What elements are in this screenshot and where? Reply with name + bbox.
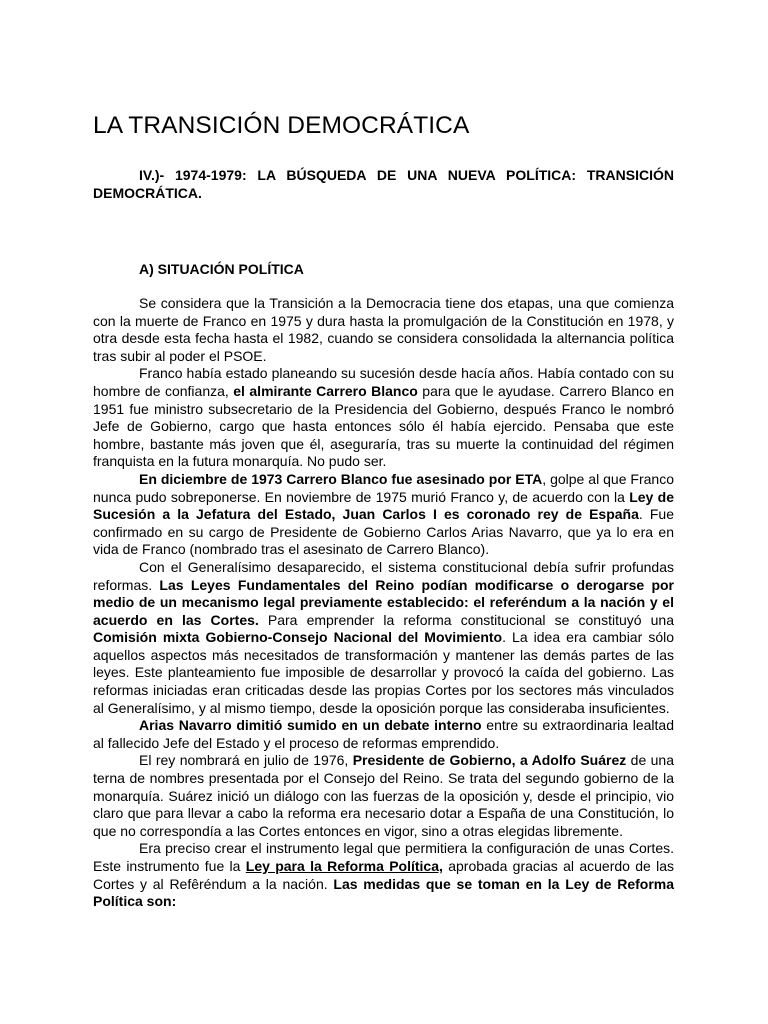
text-run: , golpe al que Franco nunca pudo sobreponerse. En noviembre de 1975 murió Franco y, de acuerdo con la [93, 470, 674, 505]
bold-text-run: el almirante Carrero Blanco [233, 382, 418, 399]
paragraph [93, 295, 674, 365]
paragraph [93, 840, 674, 910]
text-run: Franco había estado planeando su sucesión desde hacía años. Había contado con su hombre de confianza, [93, 365, 674, 399]
body-text [93, 295, 674, 911]
underlined-bold-text-run: Ley para la Reforma Política, [245, 858, 443, 874]
text-run: para que le ayudase. Carrero Blanco en 1951 fue ministro subsecretario de la Presidencia del Gobierno, después Franco le nombró Jefe de Gobierno, cargo que hasta entonces sólo él había ejercido. Pensaba que este hombre, bastante más joven que él, aseguraría, tras su muerte la continuidad del régimen franquista en la futura monarquía. No pudo ser. [93, 382, 674, 470]
subsection-heading: A) SITUACIÓN POLÍTICA [139, 261, 304, 277]
bold-text-run: Ley de Sucesión a la Jefatura del Estado, Juan Carlos I es coronado rey de España [93, 488, 674, 523]
text-run: . La idea era cambiar sólo aquellos aspectos más necesitados de transformación y mantener las demás partes de las leyes. Este planteamiento fue imposible de desarrollar y provocó la caída del gobierno. Las reformas iniciadas eran criticadas desde las propias Cortes por los sectores más vinculados al Generalísimo, y al mismo tiempo, desde la oposición porque las consideraba insuficientes. [93, 629, 674, 716]
document-title: LA TRANSICIÓN DEMOCRÁTICA [93, 112, 470, 139]
paragraph [93, 717, 674, 752]
bold-text-run: Arias Navarro dimitió sumido en un debate interno [139, 717, 482, 734]
text-run: Con el Generalísimo desaparecido, el sistema constitucional debía sufrir profundas reformas. [93, 558, 674, 593]
bold-text-run: Presidente de Gobierno, a Adolfo Suárez [352, 752, 627, 769]
bold-text-run: Comisión mixta Gobierno-Consejo Nacional del Movimiento [93, 629, 503, 646]
text-run: Era preciso crear el instrumento legal que permitiera la configuración de unas Cortes. Este instrumento fue la [93, 840, 674, 874]
text-run: Se considera que la Transición a la Democracia tiene dos etapas, una que comienza con la muerte de Franco en 1975 y dura hasta la promulgación de la Constitución en 1978, y otra desde esta fecha hasta el 1982, cuando se considera consolidada la alternancia política tras subir al poder el PSOE. [93, 295, 674, 364]
paragraph [93, 752, 674, 840]
paragraph [93, 559, 674, 717]
bold-text-run: Las Leyes Fundamentales del Reino podían modificarse o derogarse por medio de un mecanismo legal previamente establecido: el referéndum a la nación y el acuerdo en las Cortes. [93, 576, 674, 628]
text-run: de una terna de nombres presentada por el Consejo del Reino. Se trata del segundo gobierno de la monarquía. Suárez inició un diálogo con las fuerzas de la oposición y, desde el principio, vio claro que para llevar a cabo la reforma era necesario dotar a España de una Constitución, lo que no correspondía a las Cortes entonces en vigor, sino a otras elegidas libremente. [93, 752, 675, 839]
section-heading: IV.)- 1974-1979: LA BÚSQUEDA DE UNA NUEVA POLÍTICA: TRANSICIÓN DEMOCRÁTICA. [93, 167, 674, 201]
paragraph [93, 471, 674, 559]
bold-text-run: Las medidas que se toman en la Ley de Reforma Política son: [93, 875, 674, 910]
text-run: Para emprender la reforma constitucional se constituyó una [258, 611, 674, 628]
text-run: entre su extraordinaria lealtad al fallecido Jefe del Estado y el proceso de reformas emprendido. [93, 717, 674, 751]
text-run: El rey nombrará en julio de 1976, [139, 752, 353, 769]
bold-text-run: En diciembre de 1973 Carrero Blanco fue asesinado por ETA [139, 470, 543, 487]
text-run: . Fue confirmado en su cargo de Presidente de Gobierno Carlos Arias Navarro, que ya lo era en vida de Franco (nombrado tras el asesinato de Carrero Blanco). [93, 506, 675, 558]
paragraph [93, 365, 674, 471]
text-run: aprobada gracias al acuerdo de las Cortes y al Refêréndum a la nación. [93, 858, 675, 892]
